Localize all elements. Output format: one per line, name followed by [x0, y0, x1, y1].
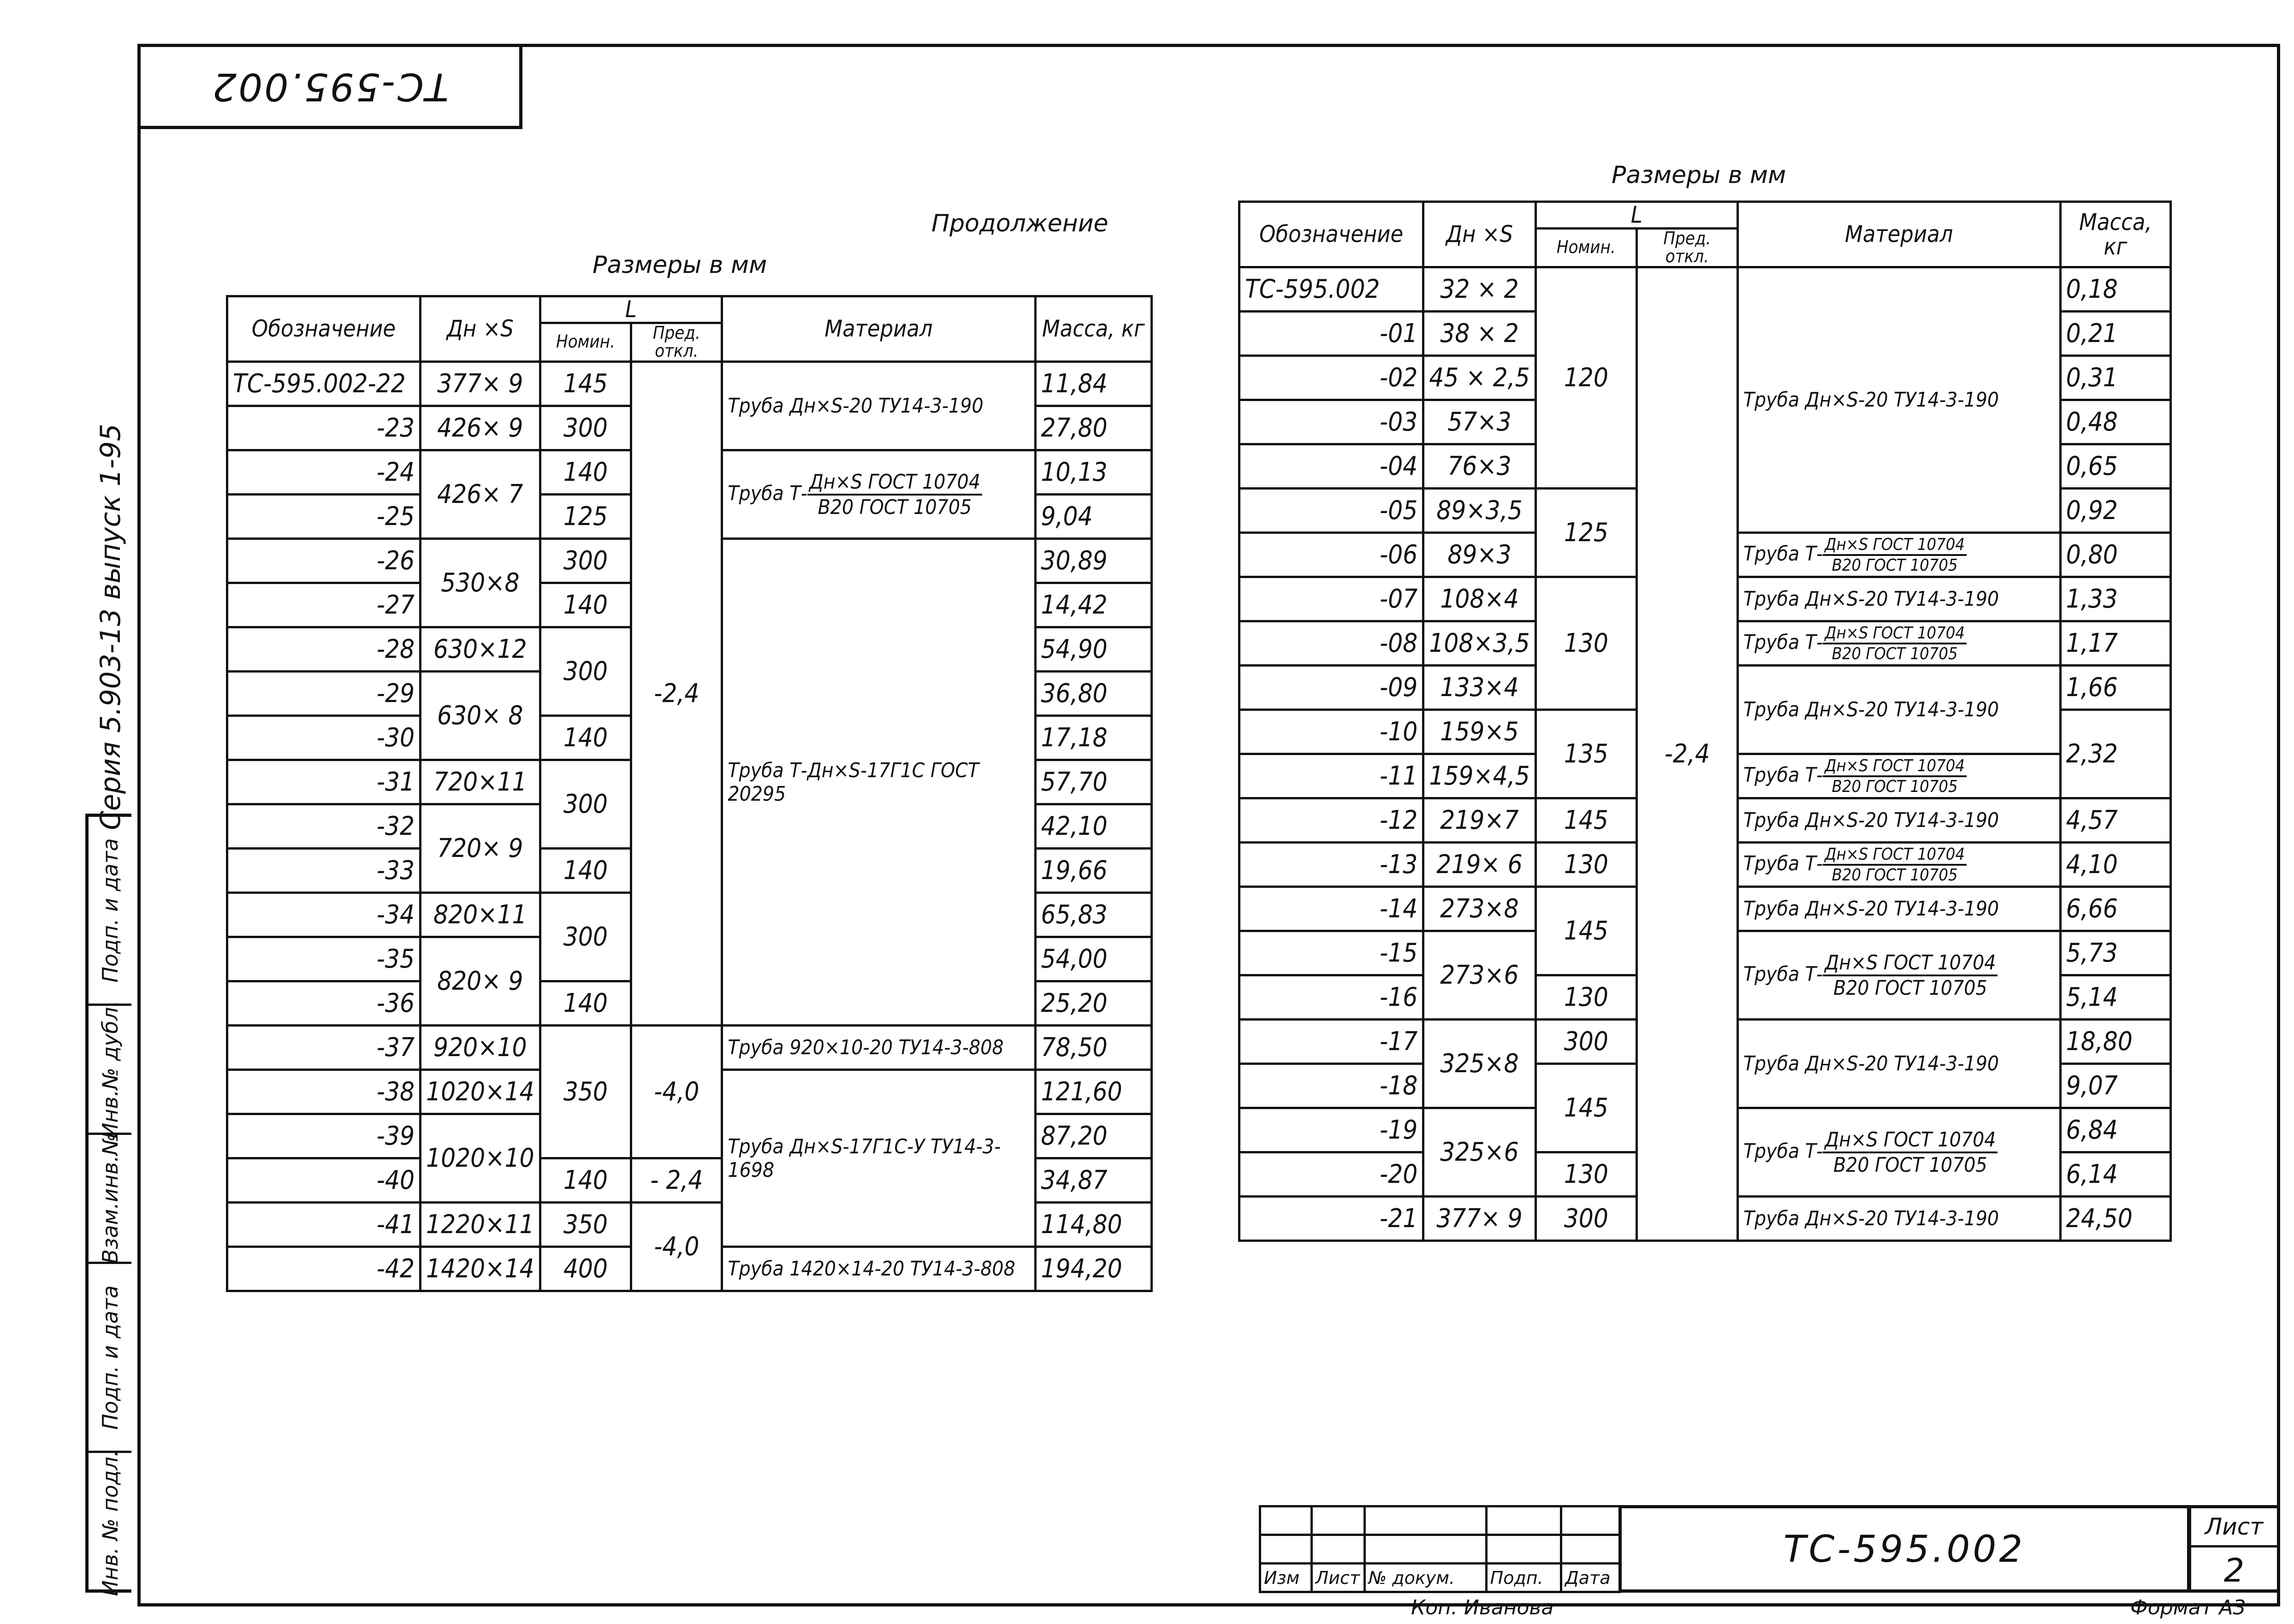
sidebar-label: Взам.инв.№ — [97, 1133, 123, 1264]
cell-mass: 4,10 — [2060, 843, 2170, 887]
cell-nom: 300 — [1535, 1020, 1636, 1064]
cell-nom: 140 — [540, 583, 631, 627]
fraction-numerator: Дн×S ГОСТ 10704 — [1823, 624, 1967, 644]
cell-tolerance: -2,4 — [631, 362, 722, 1026]
cell-mass: 14,42 — [1035, 583, 1152, 627]
cell-code: -07 — [1239, 577, 1423, 621]
cell-dn: 920×10 — [421, 1026, 540, 1070]
cell-mass: 42,10 — [1035, 804, 1152, 849]
cell-material: Труба Т-Дн×S-17Г1С ГОСТ 20295 — [722, 539, 1035, 1026]
cell-mass: 54,90 — [1035, 627, 1152, 672]
fraction-denominator: В20 ГОСТ 10705 — [1832, 865, 1958, 885]
cell-dn: 325×6 — [1423, 1108, 1535, 1197]
cell-mass: 18,80 — [2060, 1020, 2170, 1064]
sidebar-cell — [89, 817, 131, 1006]
cell-code: -19 — [1239, 1108, 1423, 1152]
cell-code: -30 — [227, 716, 421, 760]
cell-mass: 6,66 — [2060, 887, 2170, 931]
fraction-numerator: Дн×S ГОСТ 10704 — [1823, 845, 1967, 866]
series-label — [85, 424, 136, 830]
cell-material — [722, 450, 1035, 539]
cell-code: -20 — [1239, 1152, 1423, 1197]
cell-mass: 0,48 — [2060, 400, 2170, 444]
fraction-numerator: Дн×S ГОСТ 10704 — [1823, 756, 1967, 777]
cell-code: -24 — [227, 450, 421, 495]
cell-mass: 54,00 — [1035, 937, 1152, 981]
material-fraction — [1823, 624, 1967, 663]
cell-code: -26 — [227, 539, 421, 583]
cell-code: -25 — [227, 495, 421, 539]
cell-dn: 820×11 — [421, 893, 540, 937]
cell-mass: 0,92 — [2060, 489, 2170, 533]
cell-dn: 76×3 — [1423, 444, 1535, 489]
cell-nom: 140 — [540, 450, 631, 495]
cell-nom: 145 — [1535, 1064, 1636, 1152]
cell-material: Труба 1420×14-20 ТУ14-3-808 — [722, 1247, 1035, 1291]
cell-nom: 130 — [1535, 843, 1636, 887]
col-nominal: Номин. — [540, 323, 631, 362]
fraction-denominator: В20 ГОСТ 10705 — [1832, 555, 1958, 575]
cell-mass: 0,65 — [2060, 444, 2170, 489]
cell-code: -16 — [1239, 975, 1423, 1020]
left-table-caption: Размеры в мм — [593, 251, 767, 279]
sidebar-label: Инв.№ дубл. — [97, 1000, 123, 1139]
cell-dn: 273×8 — [1423, 887, 1535, 931]
cell-tolerance: -2,4 — [1636, 267, 1737, 1241]
col-material: Материал — [722, 296, 1035, 362]
cell-dn: 1220×11 — [421, 1203, 540, 1247]
cell-code: -02 — [1239, 356, 1423, 400]
cell-dn: 720×11 — [421, 760, 540, 804]
cell-dn: 273×6 — [1423, 931, 1535, 1020]
sheet-number-box — [2188, 1505, 2280, 1593]
cell-material — [1737, 843, 2060, 887]
cell-nom: 300 — [540, 539, 631, 583]
col-tolerance: Пред. откл. — [631, 323, 722, 362]
cell-material — [1737, 533, 2060, 577]
cell-material: Труба Дн×S-20 ТУ14-3-190 — [1737, 1020, 2060, 1108]
cell-dn: 45 × 2,5 — [1423, 356, 1535, 400]
cell-mass: 5,73 — [2060, 931, 2170, 975]
label-sheet: Лист — [1311, 1564, 1364, 1592]
col-dn: Дн ×S — [421, 296, 540, 362]
col-designation: Обозначение — [1239, 202, 1423, 267]
cell-mass: 78,50 — [1035, 1026, 1152, 1070]
cell-nom: 300 — [540, 627, 631, 716]
cell-dn: 38 × 2 — [1423, 312, 1535, 356]
cell-material — [1737, 1108, 2060, 1197]
cell-code: -29 — [227, 672, 421, 716]
cell-material — [1737, 621, 2060, 666]
cell-mass: 0,21 — [2060, 312, 2170, 356]
cell-nom: 300 — [1535, 1197, 1636, 1241]
grid-cell — [1561, 1535, 1620, 1564]
sidebar-cell — [89, 1000, 131, 1139]
material-prefix: Труба Т- — [728, 481, 807, 505]
approval-sidebar — [85, 814, 131, 1596]
cell-nom: 130 — [1535, 975, 1636, 1020]
fraction-numerator: Дн×S ГОСТ 10704 — [1823, 1128, 1998, 1153]
fraction-denominator: В20 ГОСТ 10705 — [1833, 976, 1987, 1000]
material-fraction — [1823, 845, 1967, 885]
cell-code: ТС-595.002-22 — [227, 362, 421, 406]
col-tolerance: Пред. откл. — [1636, 228, 1737, 267]
cell-code: -14 — [1239, 887, 1423, 931]
material-fraction — [1823, 951, 1998, 1000]
cell-tolerance: - 2,4 — [631, 1158, 722, 1203]
cell-dn: 630× 8 — [421, 672, 540, 760]
cell-mass: 6,84 — [2060, 1108, 2170, 1152]
cell-mass: 10,13 — [1035, 450, 1152, 495]
cell-material — [1737, 931, 2060, 1020]
cell-dn: 159×5 — [1423, 710, 1535, 754]
cell-dn: 426× 7 — [421, 450, 540, 539]
corner-stamp-text: ТС-595.002 — [211, 65, 449, 108]
cell-nom: 140 — [540, 981, 631, 1026]
material-fraction — [1823, 535, 1967, 575]
cell-dn: 108×4 — [1423, 577, 1535, 621]
cell-code: -06 — [1239, 533, 1423, 577]
right-spec-table — [1238, 201, 2172, 1242]
material-fraction — [1823, 756, 1967, 796]
fraction-numerator: Дн×S ГОСТ 10704 — [1823, 951, 1998, 976]
cell-code: -04 — [1239, 444, 1423, 489]
cell-nom: 300 — [540, 406, 631, 450]
fraction-numerator: Дн×S ГОСТ 10704 — [807, 470, 982, 496]
cell-code: -01 — [1239, 312, 1423, 356]
cell-nom: 135 — [1535, 710, 1636, 798]
cell-mass: 11,84 — [1035, 362, 1152, 406]
cell-code: -32 — [227, 804, 421, 849]
cell-mass: 25,20 — [1035, 981, 1152, 1026]
cell-nom: 350 — [540, 1026, 631, 1158]
cell-dn: 426× 9 — [421, 406, 540, 450]
cell-dn: 133×4 — [1423, 666, 1535, 710]
cell-mass: 6,14 — [2060, 1152, 2170, 1197]
cell-mass: 4,57 — [2060, 798, 2170, 843]
cell-dn: 820× 9 — [421, 937, 540, 1026]
cell-code: -34 — [227, 893, 421, 937]
series-text: Серия 5.903-13 выпуск 1-95 — [95, 424, 127, 830]
sidebar-label: Инв. № подл. — [97, 1449, 123, 1596]
cell-nom: 400 — [540, 1247, 631, 1291]
cell-material: Труба Дн×S-20 ТУ14-3-190 — [1737, 267, 2060, 533]
cell-material: Труба Дн×S-20 ТУ14-3-190 — [722, 362, 1035, 450]
cell-dn: 89×3,5 — [1423, 489, 1535, 533]
col-material: Материал — [1737, 202, 2060, 267]
cell-mass: 0,80 — [2060, 533, 2170, 577]
material-fraction — [807, 470, 982, 519]
cell-code: -33 — [227, 849, 421, 893]
grid-cell — [1364, 1506, 1486, 1535]
cell-dn: 377× 9 — [421, 362, 540, 406]
cell-material: Труба Дн×S-20 ТУ14-3-190 — [1737, 577, 2060, 621]
sidebar-cell — [89, 1449, 131, 1596]
cell-tolerance: -4,0 — [631, 1203, 722, 1291]
cell-code: -13 — [1239, 843, 1423, 887]
cell-dn: 159×4,5 — [1423, 754, 1535, 798]
fraction-denominator: В20 ГОСТ 10705 — [1833, 1153, 1987, 1177]
cell-mass: 1,66 — [2060, 666, 2170, 710]
col-nominal: Номин. — [1535, 228, 1636, 267]
grid-cell — [1486, 1506, 1561, 1535]
cell-dn: 377× 9 — [1423, 1197, 1535, 1241]
cell-dn: 630×12 — [421, 627, 540, 672]
cell-mass: 1,17 — [2060, 621, 2170, 666]
copied-by: Коп. Иванова — [1411, 1596, 1554, 1619]
cell-code: -41 — [227, 1203, 421, 1247]
grid-cell — [1260, 1535, 1312, 1564]
sheet-number: 2 — [2223, 1552, 2245, 1589]
material-fraction — [1823, 1128, 1998, 1177]
cell-mass: 194,20 — [1035, 1247, 1152, 1291]
sheet-label: Лист — [2191, 1508, 2277, 1547]
table-row — [227, 1026, 1152, 1070]
cell-dn: 108×3,5 — [1423, 621, 1535, 666]
cell-code: -27 — [227, 583, 421, 627]
cell-dn: 1020×14 — [421, 1070, 540, 1114]
cell-code: -37 — [227, 1026, 421, 1070]
sheet-format: Формат А3 — [2130, 1596, 2246, 1619]
cell-dn: 32 × 2 — [1423, 267, 1535, 312]
cell-code: -36 — [227, 981, 421, 1026]
cell-code: -08 — [1239, 621, 1423, 666]
cell-material: Труба Дн×S-20 ТУ14-3-190 — [1737, 666, 2060, 754]
cell-mass: 5,14 — [2060, 975, 2170, 1020]
cell-material — [1737, 754, 2060, 798]
cell-dn: 89×3 — [1423, 533, 1535, 577]
grid-cell — [1260, 1506, 1312, 1535]
cell-mass: 57,70 — [1035, 760, 1152, 804]
fraction-denominator: В20 ГОСТ 10705 — [1832, 644, 1958, 663]
cell-code: -12 — [1239, 798, 1423, 843]
fraction-denominator: В20 ГОСТ 10705 — [1832, 777, 1958, 796]
cell-code: -42 — [227, 1247, 421, 1291]
cell-code: -35 — [227, 937, 421, 981]
cell-mass: 114,80 — [1035, 1203, 1152, 1247]
cell-mass: 17,18 — [1035, 716, 1152, 760]
fraction-numerator: Дн×S ГОСТ 10704 — [1823, 535, 1967, 556]
cell-code: -40 — [227, 1158, 421, 1203]
cell-code: -03 — [1239, 400, 1423, 444]
cell-dn: 530×8 — [421, 539, 540, 627]
col-dn: Дн ×S — [1423, 202, 1535, 267]
cell-dn: 1420×14 — [421, 1247, 540, 1291]
material-prefix: Труба Т- — [1743, 542, 1823, 566]
cell-mass: 27,80 — [1035, 406, 1152, 450]
col-designation: Обозначение — [227, 296, 421, 362]
cell-dn: 57×3 — [1423, 400, 1535, 444]
cell-nom: 130 — [1535, 577, 1636, 710]
cell-mass: 9,07 — [2060, 1064, 2170, 1108]
cell-mass: 87,20 — [1035, 1114, 1152, 1158]
cell-material: Труба 920×10-20 ТУ14-3-808 — [722, 1026, 1035, 1070]
left-spec-table — [226, 295, 1153, 1292]
corner-stamp — [137, 44, 522, 129]
cell-nom: 130 — [1535, 1152, 1636, 1197]
cell-nom: 300 — [540, 760, 631, 849]
cell-mass: 65,83 — [1035, 893, 1152, 937]
grid-cell — [1311, 1506, 1364, 1535]
label-doc-number: № докум. — [1364, 1564, 1486, 1592]
cell-code: -39 — [227, 1114, 421, 1158]
cell-material: Труба Дн×S-17Г1С-У ТУ14-3-1698 — [722, 1070, 1035, 1247]
grid-cell — [1311, 1535, 1364, 1564]
material-prefix: Труба Т- — [1743, 763, 1823, 787]
sidebar-cell — [89, 1135, 131, 1264]
cell-nom: 145 — [1535, 887, 1636, 975]
cell-nom: 125 — [540, 495, 631, 539]
revision-grid — [1259, 1505, 1621, 1593]
title-block-designation: ТС-595.002 — [1618, 1505, 2190, 1593]
cell-code: -18 — [1239, 1064, 1423, 1108]
material-prefix: Труба Т- — [1743, 851, 1823, 875]
grid-cell — [1364, 1535, 1486, 1564]
cell-material: Труба Дн×S-20 ТУ14-3-190 — [1737, 798, 2060, 843]
label-date: Дата — [1561, 1564, 1620, 1592]
cell-mass: 121,60 — [1035, 1070, 1152, 1114]
label-signature: Подп. — [1486, 1564, 1561, 1592]
cell-code: -11 — [1239, 754, 1423, 798]
right-table-caption: Размеры в мм — [1612, 161, 1786, 189]
col-mass: Масса, кг — [1035, 296, 1152, 362]
cell-nom: 300 — [540, 893, 631, 981]
cell-code: -31 — [227, 760, 421, 804]
grid-cell — [1486, 1535, 1561, 1564]
cell-nom: 140 — [540, 716, 631, 760]
material-prefix: Труба Т- — [1743, 962, 1823, 986]
cell-material: Труба Дн×S-20 ТУ14-3-190 — [1737, 1197, 2060, 1241]
table-row — [1239, 267, 2171, 312]
cell-dn: 219×7 — [1423, 798, 1535, 843]
cell-nom: 120 — [1535, 267, 1636, 489]
cell-dn: 325×8 — [1423, 1020, 1535, 1108]
cell-code: -21 — [1239, 1197, 1423, 1241]
cell-nom: 140 — [540, 1158, 631, 1203]
col-L: L — [540, 296, 722, 323]
cell-mass: 9,04 — [1035, 495, 1152, 539]
cell-nom: 350 — [540, 1203, 631, 1247]
cell-code: -10 — [1239, 710, 1423, 754]
continuation-label: Продолжение — [931, 210, 1108, 237]
material-prefix: Труба Т- — [1743, 1139, 1823, 1163]
cell-mass: 24,50 — [2060, 1197, 2170, 1241]
cell-mass: 30,89 — [1035, 539, 1152, 583]
cell-mass: 1,33 — [2060, 577, 2170, 621]
cell-code: -15 — [1239, 931, 1423, 975]
grid-cell — [1561, 1506, 1620, 1535]
cell-code: -09 — [1239, 666, 1423, 710]
cell-code: -38 — [227, 1070, 421, 1114]
cell-dn: 219× 6 — [1423, 843, 1535, 887]
cell-code: -05 — [1239, 489, 1423, 533]
cell-code: -23 — [227, 406, 421, 450]
cell-mass: 36,80 — [1035, 672, 1152, 716]
cell-nom: 145 — [540, 362, 631, 406]
cell-mass: 0,31 — [2060, 356, 2170, 400]
cell-tolerance: -4,0 — [631, 1026, 722, 1158]
col-L: L — [1535, 202, 1737, 229]
label-change: Изм — [1260, 1564, 1312, 1592]
cell-nom: 125 — [1535, 489, 1636, 577]
cell-code: -17 — [1239, 1020, 1423, 1064]
cell-material: Труба Дн×S-20 ТУ14-3-190 — [1737, 887, 2060, 931]
cell-nom: 140 — [540, 849, 631, 893]
material-prefix: Труба Т- — [1743, 630, 1823, 654]
fraction-denominator: В20 ГОСТ 10705 — [818, 495, 972, 519]
col-mass: Масса, кг — [2060, 202, 2170, 267]
sidebar-cell — [89, 1264, 131, 1453]
cell-mass: 19,66 — [1035, 849, 1152, 893]
cell-mass: 34,87 — [1035, 1158, 1152, 1203]
sidebar-label: Подп. и дата — [97, 838, 123, 983]
cell-code: ТС-595.002 — [1239, 267, 1423, 312]
cell-mass: 0,18 — [2060, 267, 2170, 312]
cell-dn: 1020×10 — [421, 1114, 540, 1203]
cell-mass: 2,32 — [2060, 710, 2170, 798]
cell-code: -28 — [227, 627, 421, 672]
cell-dn: 720× 9 — [421, 804, 540, 893]
table-row — [227, 362, 1152, 406]
cell-nom: 145 — [1535, 798, 1636, 843]
sidebar-label: Подп. и дата — [97, 1285, 123, 1430]
